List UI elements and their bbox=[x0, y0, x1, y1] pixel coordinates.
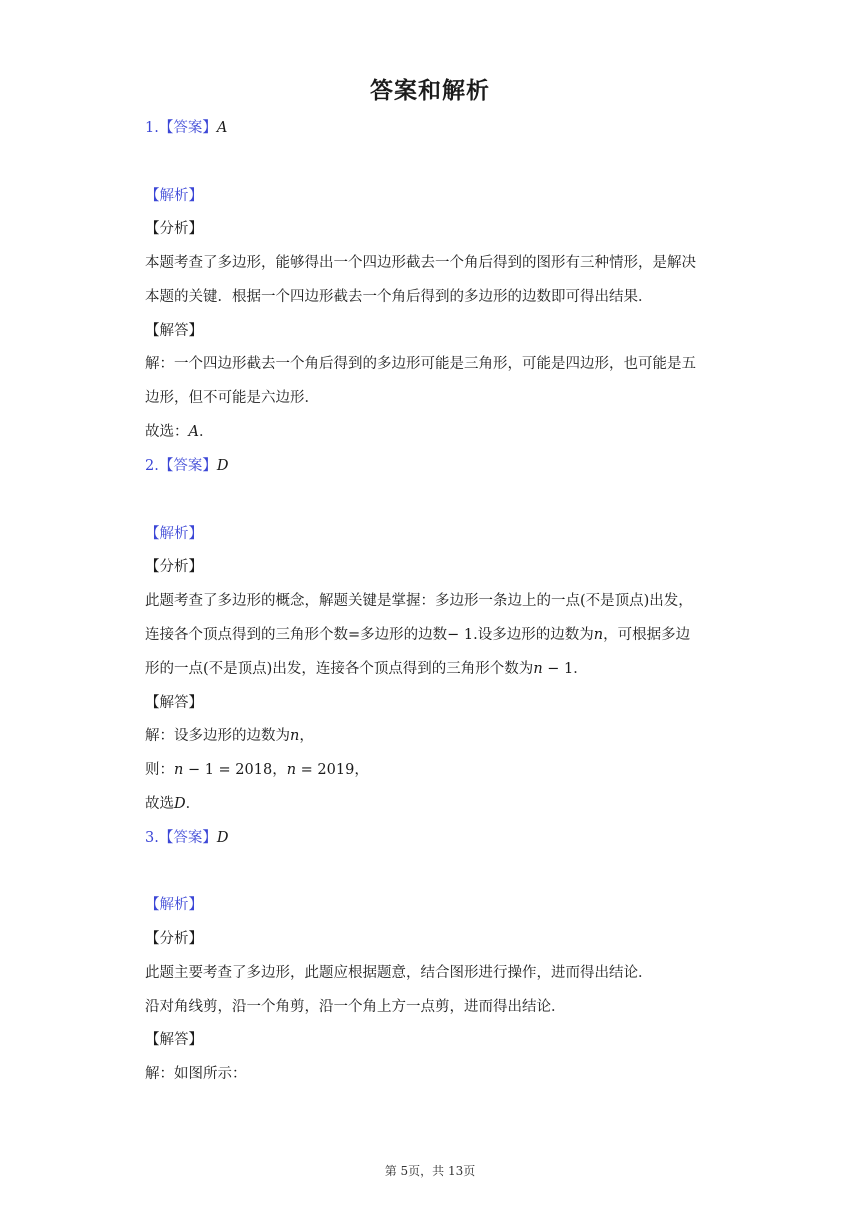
q2-sol-1-var: n bbox=[290, 728, 300, 744]
q2-sol-2-text-c: = 2019， bbox=[296, 762, 369, 778]
q1-solution-line-2: 边形，但不可能是六边形． bbox=[145, 390, 319, 406]
page-title: 答案和解析 bbox=[370, 78, 490, 104]
q2-final-text: 故选 bbox=[145, 796, 174, 812]
q3-solution-line-1: 解：如图所示： bbox=[145, 1066, 247, 1082]
q1-analysis-line-1: 本题考查了多边形，能够得出一个四边形截去一个角后得到的图形有三种情形，是解决 bbox=[145, 255, 696, 271]
q2-final-punct: ． bbox=[185, 796, 201, 812]
q1-final-punct: ． bbox=[198, 424, 214, 440]
q3-answer-value: D bbox=[216, 830, 229, 846]
q2-number: 2. bbox=[145, 458, 159, 474]
q2-answer-value: D bbox=[216, 458, 229, 474]
q2-solution-line-2 bbox=[145, 760, 369, 780]
q2-answer-tag: 【答案】 bbox=[158, 458, 217, 474]
q2-sol-1-text-a: 解：设多边形的边数为 bbox=[145, 728, 290, 744]
q3-answer-tag: 【答案】 bbox=[158, 830, 217, 846]
q2-sol-2-text-a: 则： bbox=[145, 762, 174, 778]
q2-jieda-heading: 【解答】 bbox=[145, 695, 203, 711]
q3-analysis-line-1: 此题主要考查了多边形，此题应根据题意，结合图形进行操作，进而得出结论． bbox=[145, 965, 653, 981]
q2-analysis-3-text-b: − 1． bbox=[542, 661, 588, 677]
q1-final-var: A bbox=[188, 424, 199, 440]
q3-analysis-line-2: 沿对角线剪，沿一个角剪，沿一个角上方一点剪，进而得出结论． bbox=[145, 999, 566, 1015]
q1-answer-line bbox=[145, 118, 227, 138]
q1-analysis-line-2: 本题的关键．根据一个四边形截去一个角后得到的多边形的边数即可得出结果． bbox=[145, 289, 653, 305]
q2-jiexi-heading: 【解析】 bbox=[145, 526, 203, 542]
q2-analysis-line-3 bbox=[145, 659, 588, 679]
q2-sol-2-text-b: − 1 = 2018， bbox=[183, 762, 287, 778]
q2-answer-line bbox=[145, 456, 228, 476]
q2-sol-2-var-2: n bbox=[286, 762, 297, 778]
q3-jiexi-heading: 【解析】 bbox=[145, 897, 203, 913]
q2-sol-1-text-b: ， bbox=[299, 728, 314, 744]
q1-jieda-heading: 【解答】 bbox=[145, 323, 203, 339]
q1-answer-value: A bbox=[216, 120, 228, 136]
q2-analysis-3-var: n bbox=[533, 661, 543, 677]
q3-answer-line bbox=[145, 828, 228, 848]
q2-analysis-line-2 bbox=[145, 625, 690, 645]
q2-analysis-2-text-a: 连接各个顶点得到的三角形个数=多边形的边数− 1.设多边形的边数为 bbox=[145, 627, 594, 643]
q2-analysis-3-text-a: 形的一点(不是顶点)出发，连接各个顶点得到的三角形个数为 bbox=[145, 661, 534, 677]
q3-fenxi-heading: 【分析】 bbox=[145, 931, 203, 947]
q2-solution-line-1 bbox=[145, 726, 314, 746]
q2-analysis-2-text-b: ，可根据多边 bbox=[603, 627, 691, 643]
q2-sol-2-var-1: n bbox=[174, 762, 184, 778]
q2-final-choice bbox=[145, 794, 200, 814]
q3-jieda-heading: 【解答】 bbox=[145, 1032, 203, 1048]
q1-final-choice bbox=[145, 422, 213, 442]
q3-number: 3. bbox=[145, 830, 159, 846]
q1-jiexi-heading: 【解析】 bbox=[145, 188, 203, 204]
q2-final-var: D bbox=[174, 796, 186, 812]
q1-answer-tag: 【答案】 bbox=[158, 120, 217, 136]
q2-analysis-2-var: n bbox=[593, 627, 604, 643]
q1-fenxi-heading: 【分析】 bbox=[145, 221, 203, 237]
q1-number: 1. bbox=[145, 120, 159, 136]
q1-final-text: 故选： bbox=[145, 424, 189, 440]
page-footer: 第 5页，共 13页 bbox=[384, 1164, 476, 1178]
q2-fenxi-heading: 【分析】 bbox=[145, 559, 203, 575]
q1-solution-line-1: 解：一个四边形截去一个角后得到的多边形可能是三角形，可能是四边形，也可能是五 bbox=[145, 356, 696, 372]
q2-analysis-line-1: 此题考查了多边形的概念，解题关键是掌握：多边形一条边上的一点(不是顶点)出发， bbox=[145, 593, 693, 609]
